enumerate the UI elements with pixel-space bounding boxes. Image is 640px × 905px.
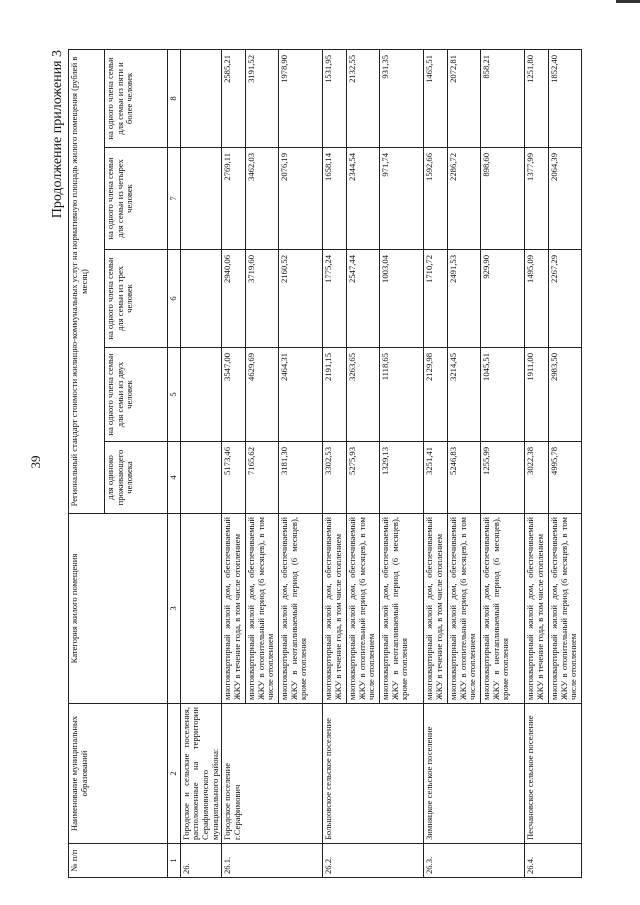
value-cell: 931,35 — [380, 49, 424, 147]
value-cell: 2076,19 — [279, 148, 323, 250]
value-cell: 1710,72 — [424, 250, 448, 348]
row-category: многоквартирный жилой дом, обеспечиваемый ЖКУ в отопительный период (6 месяцев), в том числе отоплением — [347, 514, 380, 704]
row-num: 26. — [180, 844, 222, 878]
value-cell: 5173,46 — [222, 442, 246, 514]
value-cell: 1911,00 — [525, 348, 549, 442]
subheader-family-3: на одного члена семьи для семьи из трех человек — [105, 250, 168, 348]
row-num: 26.2. — [323, 844, 424, 878]
row-category: многоквартирный жилой дом, обеспечиваемый ЖКУ в течение года, в том числе отоплением — [323, 514, 347, 704]
value-cell: 1978,90 — [279, 49, 323, 147]
value-cell: 2064,39 — [549, 148, 582, 250]
value-cell: 858,21 — [481, 49, 525, 147]
value-cell: 1658,14 — [323, 148, 347, 250]
value-cell: 3263,65 — [347, 348, 380, 442]
subheader-single: для одиноко проживающего человека — [105, 442, 168, 514]
value-cell: 4629,69 — [246, 348, 279, 442]
value-cell: 2983,50 — [549, 348, 582, 442]
row-category: многоквартирный жилой дом, обеспечиваемый ЖКУ в отопительный период (6 месяцев), в том числе отоплением — [549, 514, 582, 704]
value-cell: 2191,15 — [323, 348, 347, 442]
row-category: многоквартирный жилой дом, обеспечиваемый ЖКУ в отопительный период (6 месяцев), в том числе отоплением — [448, 514, 481, 704]
row-category: многоквартирный жилой дом, обеспечиваемый ЖКУ в отопительный период (6 месяцев), в том числе отоплением — [246, 514, 279, 704]
header-category: Категория жилого помещения — [69, 514, 168, 704]
value-cell: 2286,72 — [448, 148, 481, 250]
value-cell: 2072,81 — [448, 49, 481, 147]
value-cell: 3022,38 — [525, 442, 549, 514]
value-cell: 2464,31 — [279, 348, 323, 442]
value-cell: 2160,52 — [279, 250, 323, 348]
value-cell: 971,74 — [380, 148, 424, 250]
value-cell: 929,90 — [481, 250, 525, 348]
value-cell: 2132,55 — [347, 49, 380, 147]
corner-mark — [616, 0, 640, 3]
value-cell: 1377,99 — [525, 148, 549, 250]
value-cell: 3251,41 — [424, 442, 448, 514]
index-cell: 2 — [168, 704, 181, 844]
appendix-title: Продолжение приложения 3 — [50, 50, 65, 219]
value-cell: 7165,62 — [246, 442, 279, 514]
row-category: многоквартирный жилой дом, обеспечиваемый ЖКУ в неотапливаемый период (6 месяцев), кроме отопления — [380, 514, 424, 704]
value-cell: 1592,66 — [424, 148, 448, 250]
value-cell: 898,60 — [481, 148, 525, 250]
value-cell: 2585,21 — [222, 49, 246, 147]
value-cell: 1118,65 — [380, 348, 424, 442]
row-name: Городское поселение г.Серафимович — [222, 704, 323, 844]
index-cell: 8 — [168, 49, 181, 147]
housing-cost-table — [68, 49, 582, 878]
value-cell: 1003,04 — [380, 250, 424, 348]
rotated-page-content — [50, 50, 632, 878]
value-cell: 5246,83 — [448, 442, 481, 514]
row-name: Песчановское сельское поселение — [525, 704, 582, 844]
index-cell: 3 — [168, 514, 181, 704]
row-category: многоквартирный жилой дом, обеспечиваемый ЖКУ в течение года, в том числе отоплением — [424, 514, 448, 704]
value-cell: 2344,54 — [347, 148, 380, 250]
value-cell: 1775,24 — [323, 250, 347, 348]
value-cell: 2491,53 — [448, 250, 481, 348]
value-cell: 3302,53 — [323, 442, 347, 514]
index-cell: 4 — [168, 442, 181, 514]
page-number: 39 — [28, 455, 43, 469]
subheader-family-5: на одного члена семьи для семьи из пяти и более человек — [105, 49, 168, 147]
index-cell: 7 — [168, 148, 181, 250]
value-cell: 2769,11 — [222, 148, 246, 250]
value-cell: 3214,45 — [448, 348, 481, 442]
value-cell: 2267,29 — [549, 250, 582, 348]
subheader-family-4: на одного члена семьи для семьи из четырех человек — [105, 148, 168, 250]
column-index-row — [168, 49, 181, 877]
index-cell: 5 — [168, 348, 181, 442]
value-cell: 3181,30 — [279, 442, 323, 514]
row-category: многоквартирный жилой дом, обеспечиваемый ЖКУ в неотапливаемый период (6 месяцев), кроме отопления — [481, 514, 525, 704]
value-cell: 1852,40 — [549, 49, 582, 147]
value-cell: 1045,51 — [481, 348, 525, 442]
row-name: Зимняцкое сельское поселение — [424, 704, 525, 844]
value-cell: 1329,13 — [380, 442, 424, 514]
header-num: № п/п — [69, 844, 168, 878]
value-cell: 3547,00 — [222, 348, 246, 442]
header-standard: Региональный стандарт стоимости жилищно-коммунальных услуг на нормативную площадь жилого помещения (рублей в месяц) — [69, 49, 105, 513]
value-cell: 3719,60 — [246, 250, 279, 348]
table-row — [424, 49, 448, 877]
value-cell: 5275,93 — [347, 442, 380, 514]
header-name: Наименование муниципальных образований — [69, 704, 168, 844]
value-cell: 1255,99 — [481, 442, 525, 514]
row-num: 26.1. — [222, 844, 323, 878]
row-num: 26.3. — [424, 844, 525, 878]
index-cell: 6 — [168, 250, 181, 348]
table-row — [222, 49, 246, 877]
table-row — [323, 49, 347, 877]
value-cell: 1495,09 — [525, 250, 549, 348]
value-cell: 1531,95 — [323, 49, 347, 147]
subheader-family-2: на одного члена семьи для семьи из двух человек — [105, 348, 168, 442]
row-category: многоквартирный жилой дом, обеспечиваемый ЖКУ в течение года, в том числе отоплением — [525, 514, 549, 704]
value-cell: 4995,78 — [549, 442, 582, 514]
value-cell: 1465,51 — [424, 49, 448, 147]
row-num: 26.4. — [525, 844, 582, 878]
row-name: Большовское сельское поселение — [323, 704, 424, 844]
value-cell: 3191,52 — [246, 49, 279, 147]
row-name: Городское и сельские поселения, расположенные на территории Серафимовичского муниципального района: — [180, 704, 222, 844]
value-cell: 3462,03 — [246, 148, 279, 250]
group-row — [180, 49, 222, 877]
value-cell: 2940,06 — [222, 250, 246, 348]
value-cell: 2547,44 — [347, 250, 380, 348]
value-cell: 2129,98 — [424, 348, 448, 442]
row-category: многоквартирный жилой дом, обеспечиваемый ЖКУ в течение года, в том числе отоплением — [222, 514, 246, 704]
value-cell: 1251,80 — [525, 49, 549, 147]
row-category: многоквартирный жилой дом, обеспечиваемый ЖКУ в неотапливаемый период (6 месяцев), кроме отопления — [279, 514, 323, 704]
table-row — [525, 49, 549, 877]
index-cell: 1 — [168, 844, 181, 878]
